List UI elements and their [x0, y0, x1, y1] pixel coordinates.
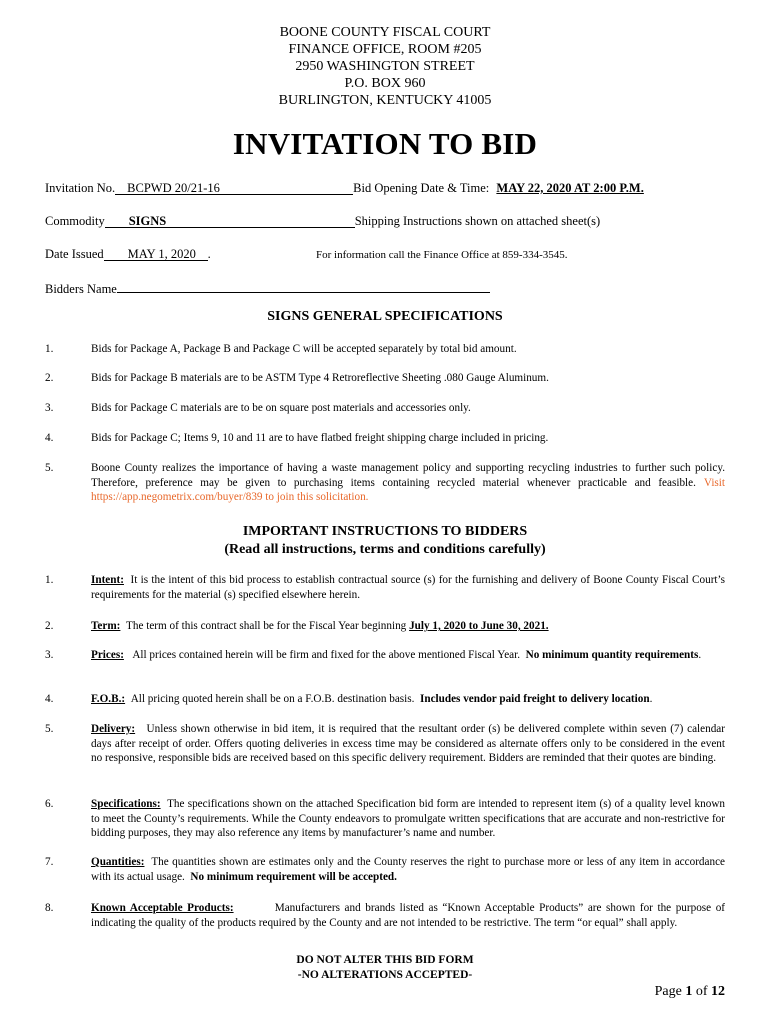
item-number: 3.	[45, 402, 54, 414]
date-issued-value: MAY 1, 2020	[127, 247, 196, 261]
footer-line: -NO ALTERATIONS ACCEPTED-	[297, 969, 473, 981]
item-number: 6.	[45, 798, 54, 810]
item-text: Bids for Package B materials are to be ASTM Type 4 Retroreflective Sheeting .080 Gauge Aluminum.	[91, 372, 549, 384]
footer-line: DO NOT ALTER THIS BID FORM	[296, 954, 474, 966]
item-text: Specifications: The specifications shown on the attached Specification bid form are intended to represent item (s) of a quality level known to meet the County’s requirements. While the County endeavors to promulgate written specifications that are accurate and non-restrictive for bidding purposes, they may also reference any items by manufacturer’s name and number.	[91, 798, 725, 840]
instructions-subheading: (Read all instructions, terms and conditions carefully)	[224, 542, 546, 557]
item-text: Bids for Package C materials are to be on square post materials and accessories only.	[91, 402, 471, 414]
bidders-name-field	[117, 279, 490, 293]
item-text: Known Acceptable Products: Manufacturers and brands listed as “Known Acceptable Products” are shown for the purpose of indicating the quality of the products required by the County and are not intended to be restrictive. The term “or equal” shall apply.	[91, 902, 726, 929]
header-line: P.O. BOX 960	[344, 76, 426, 91]
item-label: Specifications:	[91, 798, 161, 810]
header-line: FINANCE OFFICE, ROOM #205	[288, 42, 482, 57]
item-text: F.O.B.: All pricing quoted herein shall be on a F.O.B. destination basis. Includes vendor paid freight to delivery location.	[91, 693, 653, 705]
invitation-row	[45, 181, 644, 196]
page-title: INVITATION TO BID	[232, 126, 538, 161]
commodity-value: SIGNS	[128, 214, 167, 228]
bidders-name-label: Bidders Name	[45, 282, 117, 296]
item-label: Delivery:	[91, 723, 136, 735]
item-number: 5.	[45, 723, 54, 735]
item-label: Prices:	[91, 649, 124, 661]
item-number: 4.	[45, 693, 54, 705]
item-text: Intent: It is the intent of this bid process to establish contractual source (s) for the furnishing and delivery of Boone County Fiscal Court’s requirements for the material (s) specified elsewhere herein.	[91, 574, 725, 601]
item-number: 8.	[45, 902, 54, 914]
header-line: BOONE COUNTY FISCAL COURT	[279, 25, 491, 40]
item-text: Bids for Package A, Package B and Package C will be accepted separately by total bid amount.	[91, 343, 517, 355]
item-number: 7.	[45, 856, 54, 868]
date-issued-label: Date Issued	[45, 247, 104, 261]
invitation-field	[115, 181, 353, 195]
bid-opening-value: MAY 22, 2020 AT 2:00 P.M.	[496, 181, 644, 195]
item-text: Delivery: Unless shown otherwise in bid item, it is required that the resultant order (s) be delivered complete within seven (7) calendar days after receipt of order. Offers quoting deliveries in excess time may be considered as alternate offers only to be considered in the event no responsive, responsible bids are received based on this specific delivery requirement. Bidders are reminded that their quotes are binding.	[91, 723, 725, 765]
item-text: Prices: All prices contained herein will be firm and fixed for the above mentioned Fiscal Year. No minimum quantity requirements.	[91, 649, 702, 661]
invitation-label: Invitation No.	[45, 181, 116, 195]
item-number: 4.	[45, 432, 54, 444]
item-text: Term: The term of this contract shall be for the Fiscal Year beginning July 1, 2020 to June 30, 2021.	[91, 620, 549, 632]
finance-info: For information call the Finance Office at 859-334-3545.	[316, 249, 568, 261]
solicitation-link[interactable]: Visit https://app.negometrix.com/buyer/839 to join this solicitation.	[91, 476, 725, 504]
header-line: BURLINGTON, KENTUCKY 41005	[278, 93, 492, 108]
item-number: 2.	[45, 372, 54, 384]
date-issued-row: Date Issued MAY 1, 2020 .	[45, 247, 211, 261]
bid-opening-label: Bid Opening Date & Time:	[353, 181, 490, 195]
item-number: 5.	[45, 462, 54, 474]
instructions-heading: IMPORTANT INSTRUCTIONS TO BIDDERS	[242, 524, 528, 539]
invitation-value: BCPWD 20/21-16	[127, 181, 220, 195]
item-text: Bids for Package C; Items 9, 10 and 11 are to have flatbed freight shipping charge included in pricing.	[91, 432, 549, 444]
item-number: 2.	[45, 620, 54, 632]
item-label: Known Acceptable Products:	[91, 902, 234, 914]
no-alterations-notice	[0, 953, 770, 983]
specifications-heading: SIGNS GENERAL SPECIFICATIONS	[267, 309, 503, 324]
item-number: 1.	[45, 343, 54, 355]
commodity-row	[45, 214, 600, 229]
commodity-field	[105, 214, 355, 228]
shipping-instructions: Shipping Instructions shown on attached sheet(s)	[354, 214, 601, 228]
bidders-name-row	[45, 279, 490, 297]
page-number: Page 1 of 12	[654, 984, 725, 999]
item-label: Term:	[91, 620, 121, 632]
item-text: Quantities: The quantities shown are estimates only and the County reserves the right to purchase more or less of any item in accordance with its actual usage. No minimum requirement will be accepted.	[91, 856, 726, 883]
commodity-label: Commodity	[45, 214, 105, 228]
item-label: F.O.B.:	[91, 693, 126, 705]
letterhead	[0, 24, 770, 109]
header-line: 2950 WASHINGTON STREET	[295, 59, 475, 74]
date-issued-field	[104, 247, 208, 261]
item-number: 3.	[45, 649, 54, 661]
item-label: Intent:	[91, 574, 124, 586]
item-label: Quantities:	[91, 856, 145, 868]
item-text: Boone County realizes the importance of having a waste management policy and supporting recycling industries to further such policy. Therefore, preference may be given to purchasing items containing recycled material whenever practicable and feasible. Visit https://app.negometrix.com/buyer/839 to join this solicitation.	[91, 462, 725, 504]
item-number: 1.	[45, 574, 54, 586]
